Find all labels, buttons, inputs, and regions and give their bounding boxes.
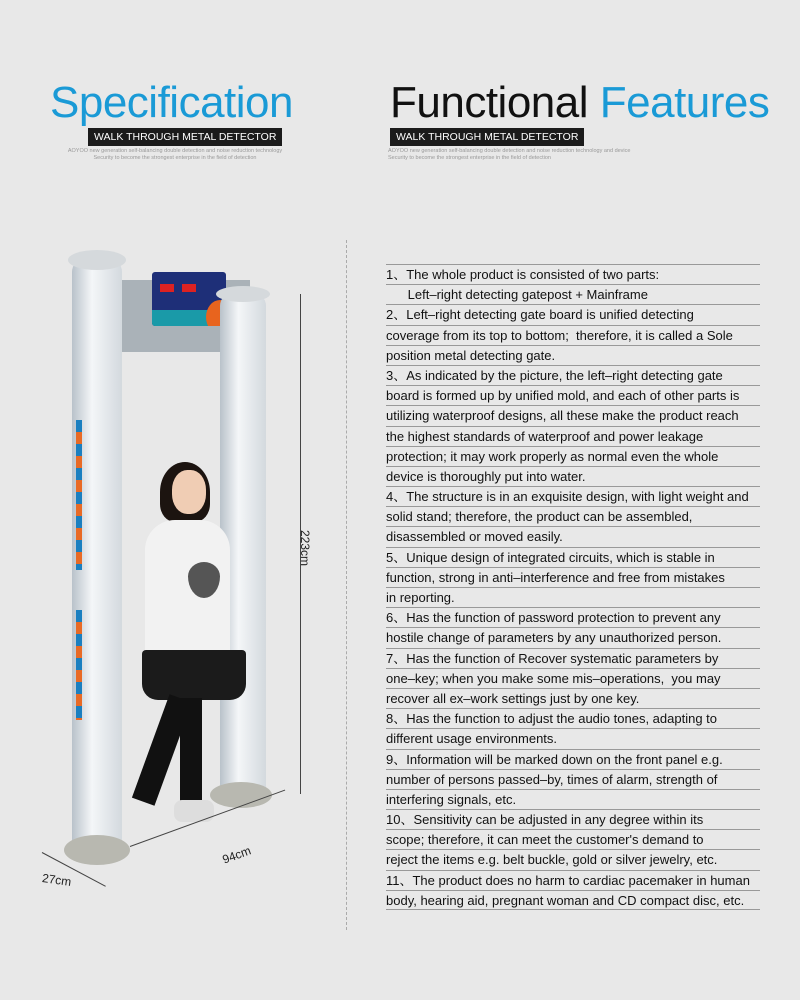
feature-line: scope; therefore, it can meet the customer's demand to [386, 829, 760, 849]
feature-line: in reporting. [386, 587, 760, 607]
features-subtitle [388, 148, 630, 162]
feature-line: utilizing waterproof designs, all these make the product reach [386, 405, 760, 425]
feature-line: interfering signals, etc. [386, 789, 760, 809]
feature-line: 1、The whole product is consisted of two parts: [386, 264, 760, 284]
feature-line: 9、Information will be marked down on the front panel e.g. [386, 749, 760, 769]
spec-badge: WALK THROUGH METAL DETECTOR [88, 128, 282, 146]
feature-line: the highest standards of waterproof and power leakage [386, 426, 760, 446]
feature-line: 5、Unique design of integrated circuits, which is stable in [386, 547, 760, 567]
spec-subtitle [60, 148, 290, 162]
feature-line: disassembled or moved easily. [386, 526, 760, 546]
height-dimension-line [273, 294, 301, 794]
feature-line: coverage from its top to bottom; therefore, it is called a Sole [386, 325, 760, 345]
feature-line: reject the items e.g. belt buckle, gold or silver jewelry, etc. [386, 849, 760, 869]
features-list [386, 264, 760, 910]
width-label: 94cm [220, 843, 253, 867]
feature-line: Left–right detecting gatepost + Mainframe [386, 284, 760, 304]
divider [346, 240, 347, 930]
control-panel [152, 272, 226, 326]
feature-line: position metal detecting gate. [386, 345, 760, 365]
spec-sub-line: AOYOO new generation self-balancing double detection and noise reduction technology [67, 148, 283, 154]
feature-line: recover all ex–work settings just by one key. [386, 688, 760, 708]
features-badge: WALK THROUGH METAL DETECTOR [390, 128, 584, 146]
features-title-b: Features [599, 78, 770, 127]
feature-line: 3、As indicated by the picture, the left–right detecting gate [386, 365, 760, 385]
height-label: 223cm [298, 530, 312, 567]
spec-title: Specification [50, 78, 293, 127]
right-base [210, 782, 272, 808]
right-cap [216, 286, 270, 302]
feature-line: one–key; when you make some mis–operations, you may [386, 668, 760, 688]
feature-line: device is thoroughly put into water. [386, 466, 760, 486]
features-sub-line: Security to become the strongest enterprise in the field of detection [388, 155, 551, 161]
feature-line: 10、Sensitivity can be adjusted in any degree within its [386, 809, 760, 829]
features-title-a: Functional [390, 78, 589, 127]
feature-line: 7、Has the function of Recover systematic parameters by [386, 648, 760, 668]
left-cap [68, 250, 126, 270]
feature-line: body, hearing aid, pregnant woman and CD compact disc, etc. [386, 890, 760, 910]
depth-label: 27cm [41, 871, 73, 889]
left-base [64, 835, 130, 865]
feature-line: board is formed up by unified mold, and each of other parts is [386, 385, 760, 405]
feature-line: different usage environments. [386, 728, 760, 748]
features-sub-line: AOYOO new generation self-balancing double detection and noise reduction technology and device [388, 148, 631, 154]
feature-line: number of persons passed–by, times of alarm, strength of [386, 769, 760, 789]
features-title [390, 78, 769, 128]
feature-line: function, strong in anti–interference and free from mistakes [386, 567, 760, 587]
feature-line: 8、Has the function to adjust the audio tones, adapting to [386, 708, 760, 728]
feature-line: protection; it may work properly as normal even the whole [386, 446, 760, 466]
feature-line: 2、Left–right detecting gate board is unified detecting [386, 304, 760, 324]
feature-line: solid stand; therefore, the product can be assembled, [386, 506, 760, 526]
feature-line: hostile change of parameters by any unauthorized person. [386, 627, 760, 647]
feature-line: 11、The product does no harm to cardiac pacemaker in human [386, 870, 760, 890]
feature-line: 4、The structure is in an exquisite design, with light weight and [386, 486, 760, 506]
spec-sub-line: Security to become the strongest enterprise in the field of detection [93, 155, 257, 161]
feature-line: 6、Has the function of password protection to prevent any [386, 607, 760, 627]
